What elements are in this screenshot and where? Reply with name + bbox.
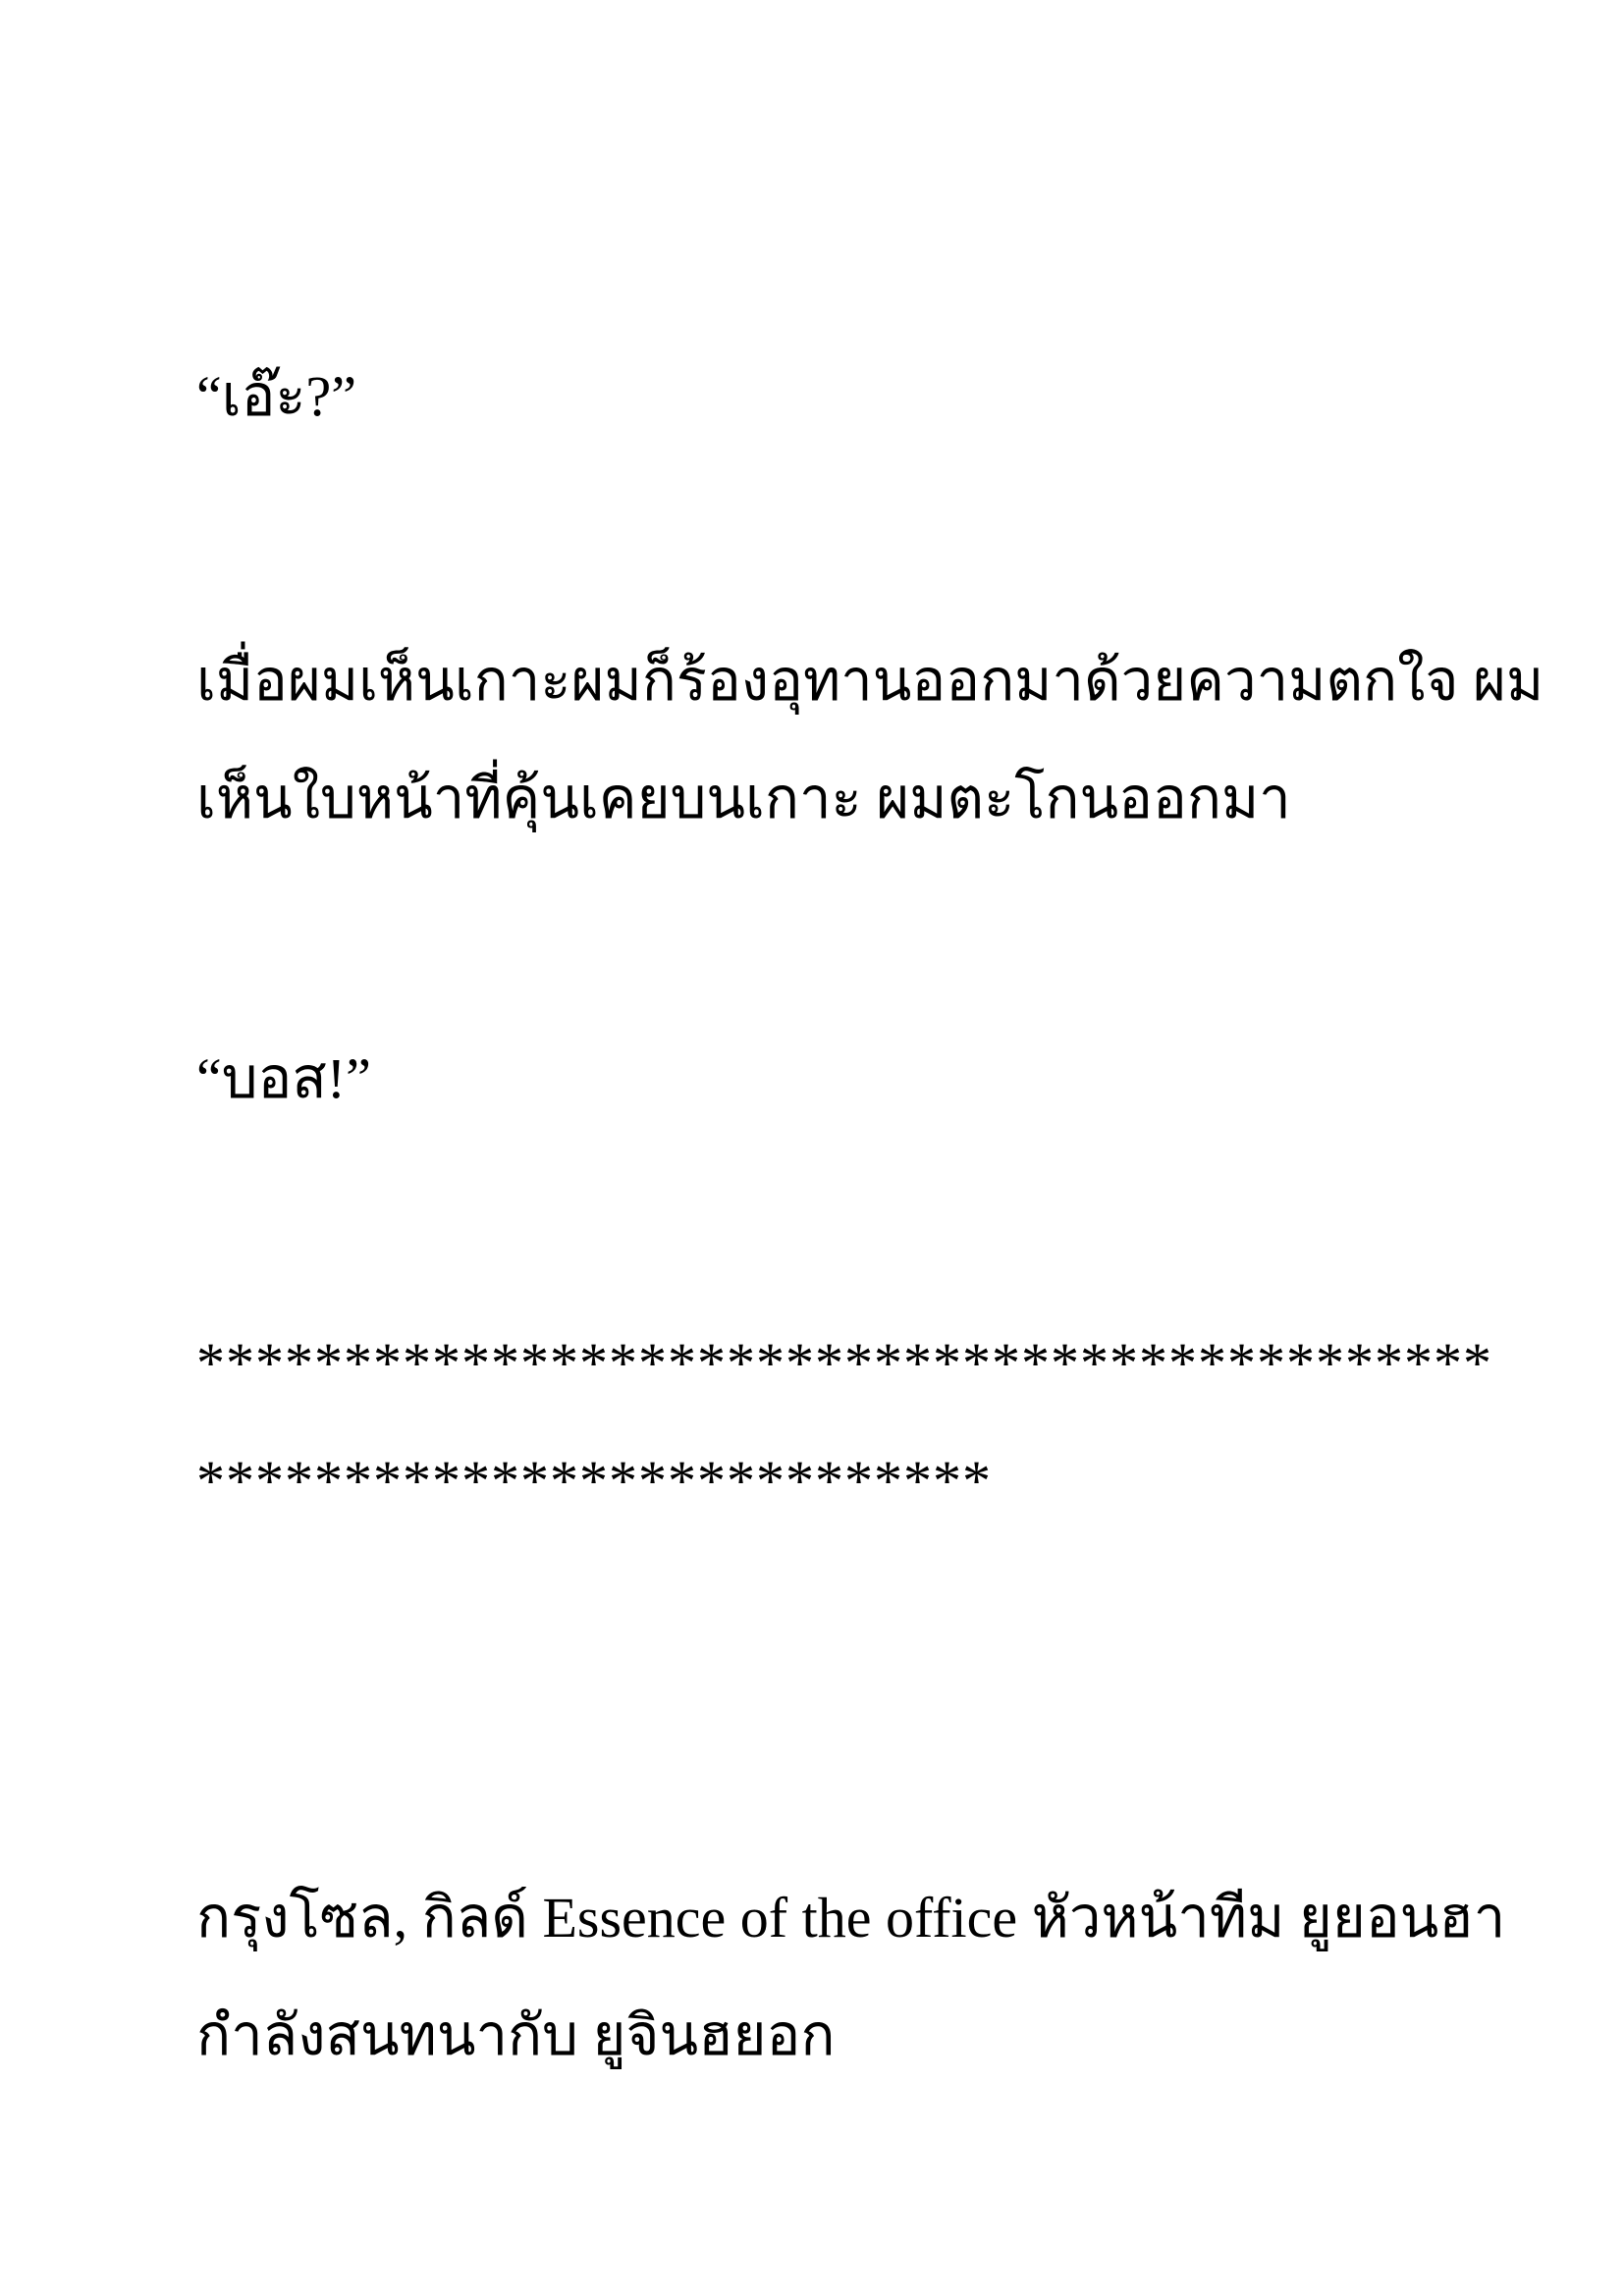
- paragraph-line-3: กรุงโซล, กิลด์ Essence of the office หัวหน้าทีม ยูยอนฮา: [196, 1886, 1506, 1949]
- scene-break-line-1: ********************************************: [196, 1331, 1492, 1395]
- paragraph-line-1: เมื่อผมเห็นเกาะผมก็ร้องอุทานออกมาด้วยความตกใจ ผม: [196, 649, 1544, 713]
- paragraph-line-2: เห็นใบหน้าที่คุ้นเคยบนเกาะ ผมตะโกนออกมา: [196, 767, 1291, 830]
- dialogue-line-eh: “เอ๊ะ?”: [196, 364, 357, 428]
- dialogue-line-boss: “บอส!”: [196, 1046, 371, 1110]
- scene-break-line-2: ***************************: [196, 1449, 992, 1513]
- paragraph-line-4: กำลังสนทนากับ ยูจินฮยอก: [196, 2003, 836, 2067]
